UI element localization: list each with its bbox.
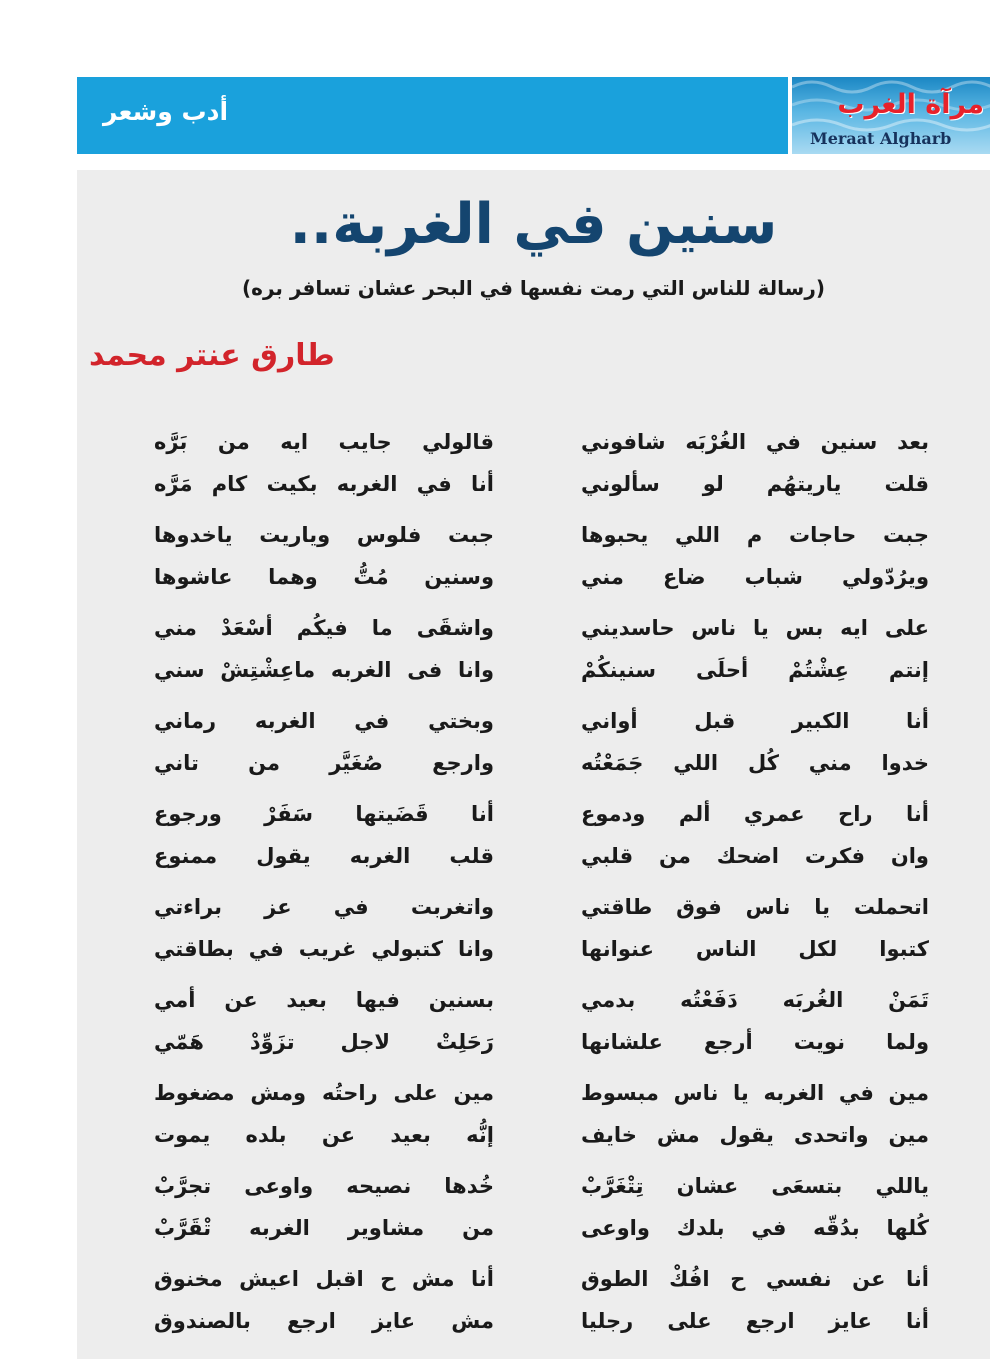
verse: اتحملت يا ناس فوق طاقتي xyxy=(581,895,929,919)
verse: أنا راح عمري ألم ودموع xyxy=(581,802,929,826)
verse: رَحَلِتْ لاجل تزَوِّدْ هَمّي xyxy=(154,1030,494,1054)
verse: وانا فى الغربه ماعِشْتِشْ سني xyxy=(154,658,494,682)
verse: وبختي في الغربه رماني xyxy=(154,709,494,733)
stanza xyxy=(77,1174,990,1258)
verse: جبت حاجات م اللي يحبوها xyxy=(581,523,929,547)
verse: قالولي جايب ايه من بَرَّه xyxy=(154,430,494,454)
verse: بعد سنين في الغُرْبَه شافوني xyxy=(581,430,929,454)
poem-author: طارق عنتر محمد xyxy=(89,338,335,373)
stanza xyxy=(77,988,990,1072)
verse: تَمَنْ الغُربَه دَفَعْتُه بدمي xyxy=(581,988,929,1012)
verse: أنا في الغربه بكيت كام مَرَّه xyxy=(154,472,494,496)
verse: خُدها نصيحه واوعى تجرَّبْ xyxy=(154,1174,494,1198)
verse: كُلها بدُقّه في بلدك واوعى xyxy=(581,1216,929,1240)
verse: من مشاوير الغربه تْقَرَّبْ xyxy=(154,1216,494,1240)
page-header xyxy=(77,77,990,154)
verse: قلت ياريتهُم لو سألوني xyxy=(581,472,929,496)
verse: على ايه بس يا ناس حاسديني xyxy=(581,616,929,640)
verse: أنا قَضَيتها سَفَرْ ورجوع xyxy=(154,802,494,826)
verse: خدوا مني كُل اللي جَمَعْتُه xyxy=(581,751,929,775)
section-title: أدب وشعر xyxy=(103,97,229,126)
verse: واشقَى ما فيكُم أسْعَدْ مني xyxy=(154,616,494,640)
section-bar xyxy=(77,77,788,154)
stanza xyxy=(77,616,990,700)
verse: ويرُدّولي شباب ضاع مني xyxy=(581,565,929,589)
stanza xyxy=(77,523,990,607)
poem-title: سنين في الغربة.. xyxy=(289,192,778,257)
verse: أنا عايز ارجع على رجليا xyxy=(581,1309,929,1333)
verse: واتغربت في عز براءتي xyxy=(154,895,494,919)
verse: مين على راحتُه ومش مضغوط xyxy=(154,1081,494,1105)
poem-panel xyxy=(77,170,990,1359)
poem-subtitle: (رسالة للناس التي رمت نفسها في البحر عشان تسافر بره) xyxy=(242,276,825,300)
verse: مين واتحدى يقول مش خايف xyxy=(581,1123,929,1147)
magazine-logo xyxy=(792,77,990,154)
verse: وان فكرت اضحك من قلبي xyxy=(581,844,929,868)
verse: مش عايز ارجع بالصندوق xyxy=(154,1309,494,1333)
stanza xyxy=(77,1081,990,1165)
verse: بسنين فيها بعيد عن أمي xyxy=(154,988,494,1012)
verse: وانا كتبولي غريب في بطاقتي xyxy=(154,937,494,961)
stanza xyxy=(77,802,990,886)
verse: أنا عن نفسي ح افُكْ الطوق xyxy=(581,1267,929,1291)
logo-english-text: Meraat Algharb xyxy=(810,129,952,148)
verse: أنا الكبير قبل أواني xyxy=(581,709,929,733)
stanza xyxy=(77,430,990,514)
verse: أنا مش ح اقبل اعيش مخنوق xyxy=(154,1267,494,1291)
verse: إنُّه بعيد عن بلده يموت xyxy=(154,1123,494,1147)
verse: وارجع صُغَيَّر من تاني xyxy=(154,751,494,775)
verse: كتبوا لكل الناس عنوانها xyxy=(581,937,929,961)
verse: وسنين مُتُّ وهما عاشوها xyxy=(154,565,494,589)
verse: إنتم عِشْتُمْ أحلَى سنينكُمْ xyxy=(581,658,929,682)
verse: ياللي بتسعَى عشان تِتْغَرَّبْ xyxy=(581,1174,929,1198)
verse: ولما نويت أرجع علشانها xyxy=(581,1030,929,1054)
stanza xyxy=(77,1267,990,1351)
verse: جبت فلوس وياريت ياخدوها xyxy=(154,523,494,547)
verse: مين في الغربه يا ناس مبسوط xyxy=(581,1081,929,1105)
stanza xyxy=(77,895,990,979)
verse: قلب الغربه يقول ممنوع xyxy=(154,844,494,868)
stanza xyxy=(77,709,990,793)
logo-arabic-text: مرآة الغرب xyxy=(837,89,984,120)
